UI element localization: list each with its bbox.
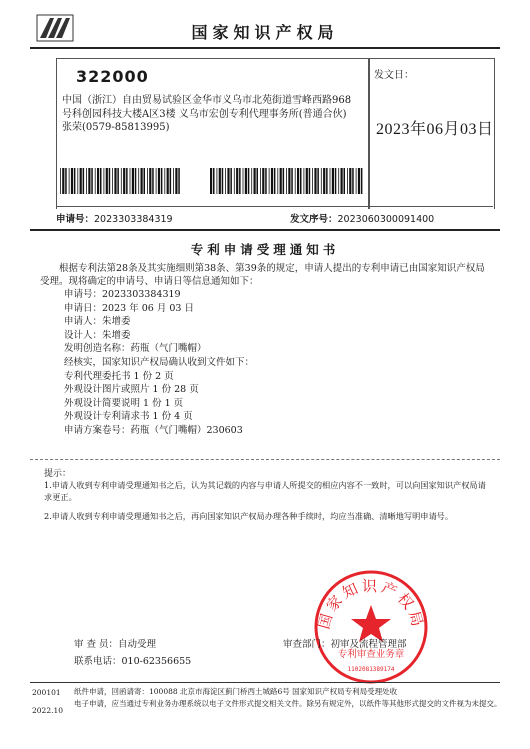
examination-department: 审查部门：初审及流程管理部 (283, 639, 407, 650)
notice-title: 专利申请受理通知书 (190, 242, 340, 257)
dispatch-date-value: 2023年06月03日 (376, 121, 494, 138)
notice-item: 申请人：朱增委 (64, 316, 131, 328)
form-code: 200101 (32, 688, 61, 697)
barcode-left (60, 168, 180, 194)
official-seal-icon (311, 567, 431, 687)
notice-item: 外观设计图片或照片 1 份 28 页 (64, 384, 199, 396)
examiner: 审 查 员：自动受理 (74, 639, 157, 650)
notice-item: 设计人：朱增委 (64, 329, 131, 341)
application-number-value: 2023303384319 (94, 214, 173, 225)
footer-rule (30, 682, 500, 683)
notice-item: 申请方案卷号：药瓶（气门嘴帽）230603 (64, 424, 243, 436)
address-line: 中国（浙江）自由贸易试验区金华市义乌市北苑街道雪峰西路968 (62, 95, 352, 106)
hint-title: 提示： (44, 469, 72, 479)
form-version: 2022.10 (32, 706, 64, 715)
seal-subtext: 专利审查业务章 (337, 649, 405, 660)
hint-item: 1.申请人收到专利申请受理通知书之后，认为其记载的内容与申请人所提交的相应内容不一致时，可以向国家知识产权局请求更正。 (44, 480, 486, 502)
notice-intro: 根据专利法第28条及其实施细则第38条、第39条的规定，申请人提出的专利申请已由国家知识产权局受理。现将确定的申请号、申请日等信息通知如下： (40, 263, 485, 287)
notice-item: 专利代理委托书 1 份 2 页 (64, 370, 174, 382)
contact-phone: 联系电话：010-62356655 (74, 656, 192, 667)
footer-mail-note: 纸件申请，回函请寄：100088 北京市海淀区蓟门桥西土城路6号 国家知识产权局专利局受理处收 (74, 687, 398, 696)
notice-item: 申请日：2023 年 06 月 03 日 (64, 302, 194, 314)
notice-item: 申请号：2023303384319 (64, 289, 181, 300)
notice-items (64, 288, 254, 438)
address-line: 张荣(0579-85813995) (62, 122, 170, 133)
ids-rule (56, 206, 493, 207)
application-number-label: 申请号： (56, 214, 95, 225)
hint-item: 2.申请人收到专利申请受理通知书之后，再向国家知识产权局办理各种手续时，均应当准确、清晰地写明申请号。 (44, 511, 454, 521)
address-text (62, 94, 362, 135)
dispatch-sequence-label: 发文序号： (290, 214, 338, 225)
seal-digits: 1102081389174 (347, 666, 395, 673)
notice-item: 外观设计简要说明 1 份 1 页 (64, 397, 184, 409)
office-title: 国家知识产权局 (191, 23, 339, 42)
footer-electronic-note: 电子申请，应当通过专利业务办理系统以电子文件形式提交相关文件。除另有规定外，以纸件等其他形式提交的文件视为未提交。 (74, 699, 502, 708)
postcode: 322000 (76, 67, 149, 86)
hint-divider (30, 459, 500, 460)
notice-item: 经核实，国家知识产权局确认收到文件如下： (64, 356, 255, 368)
notice-item: 发明创造名称：药瓶（气门嘴帽） (64, 343, 207, 355)
seal-text: 国家知识产权局 (314, 577, 428, 632)
dispatch-date-label: 发文日： (374, 70, 414, 81)
dispatch-sequence-row (290, 211, 434, 225)
header-rule (30, 47, 500, 49)
notice-item: 外观设计专利请求书 1 份 4 页 (64, 411, 193, 423)
application-number-row (56, 211, 173, 225)
address-line: 号科创园科技大楼A区3楼 义乌市宏创专利代理事务所(普通合伙) (62, 108, 347, 120)
barcode-right (210, 168, 365, 194)
dispatch-sequence-value: 2023060300091400 (337, 214, 435, 225)
section-divider (30, 229, 500, 231)
